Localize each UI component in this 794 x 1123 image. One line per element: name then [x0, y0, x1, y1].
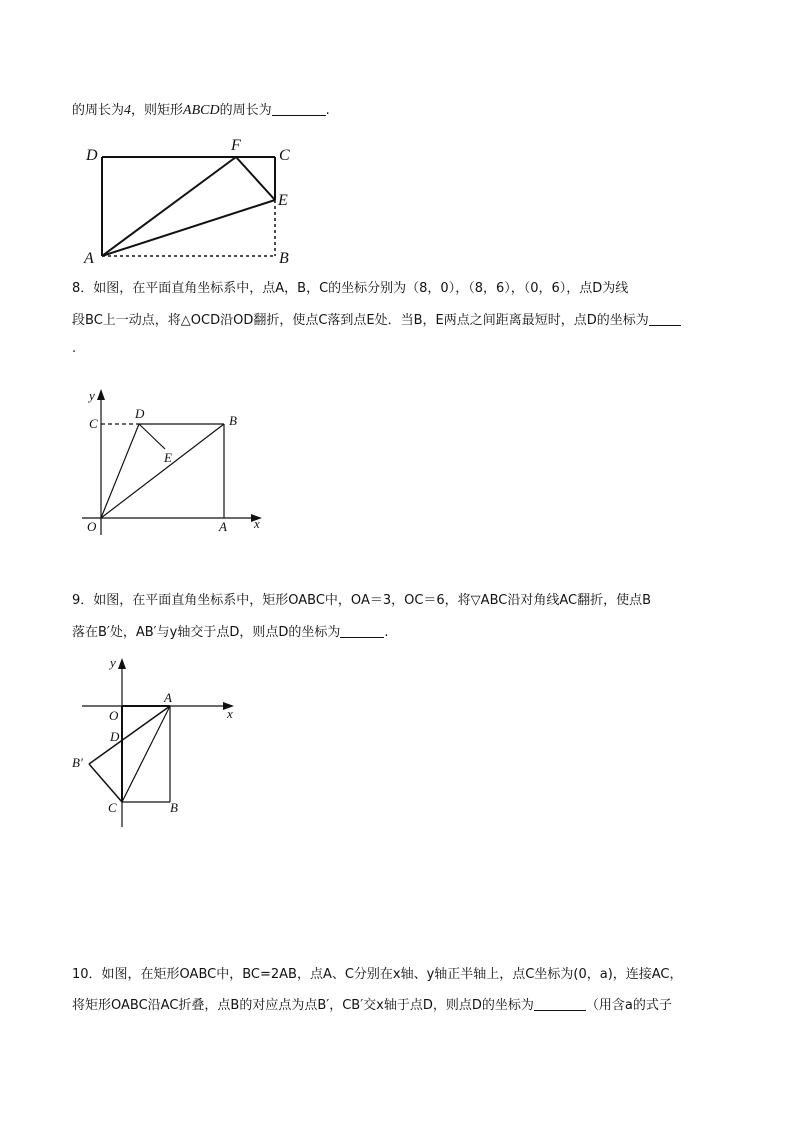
q9-label-x: x	[227, 706, 233, 721]
q7-text-b: ，则矩形	[131, 103, 184, 118]
q8-label-B: B	[229, 413, 237, 428]
q7-label-A: A	[84, 250, 94, 267]
q7-label-D: D	[86, 147, 98, 164]
q8-line-3: .	[72, 341, 77, 356]
q7-label-F: F	[231, 137, 241, 154]
q7-rect-name: ABCD	[183, 103, 220, 118]
q9-label-A: A	[164, 690, 172, 705]
q8-line-2-text: 段BC上一动点，将△OCD沿OD翻折，使点C落到点E处．当B，E两点之间距离最短时，点D的坐标为	[72, 313, 649, 328]
q9-label-B: B	[170, 800, 178, 815]
q10-line-2	[72, 997, 672, 1015]
q8-label-y: y	[89, 388, 95, 403]
q8-label-E: E	[164, 450, 172, 465]
q9-line-1: 9．如图，在平面直角坐标系中，矩形OABC中，OA＝3，OC＝6，将▽ABC沿对角线AC翻折，使点B	[72, 593, 652, 608]
q9-label-D: D	[110, 729, 120, 744]
q9-line-2-text: 落在B′处，AB′与y轴交于点D，则点D的坐标为	[72, 625, 341, 640]
q7-label-B: B	[279, 250, 289, 267]
q9-label-y: y	[110, 655, 116, 670]
q8-label-A: A	[219, 519, 227, 534]
q10-line-2-tail: （用含a的式子	[585, 998, 672, 1013]
q8-line-1: 8．如图，在平面直角坐标系中，点A，B，C的坐标分别为（8，0），（8，6），（0，6），点D为线	[72, 281, 629, 296]
q9-label-Bprime: B′	[72, 755, 83, 770]
q7-text-c: 的周长为	[219, 103, 272, 118]
q9-label-O: O	[109, 708, 119, 723]
q10-line-2-text: 将矩形OABC沿AC折叠，点B的对应点为点B′，CB′交x轴于点D，则点D的坐标为	[72, 998, 534, 1013]
q7-number: 4	[124, 103, 132, 118]
q8-label-C: C	[89, 416, 98, 431]
q10-line-1: 10．如图，在矩形OABC中，BC=2AB，点A、C分别在x轴、y轴正半轴上，点C坐标为(0，a)，连接AC，	[72, 967, 683, 982]
q9-period: .	[384, 625, 389, 640]
q8-label-x: x	[254, 516, 260, 531]
q7-label-E: E	[278, 192, 288, 209]
q7-text-a: 的周长为	[72, 103, 125, 118]
q7-label-C: C	[279, 147, 290, 164]
q8-label-D: D	[135, 406, 145, 421]
q9-label-C: C	[108, 800, 117, 815]
q8-label-O: O	[87, 519, 97, 534]
q10-answer-blank[interactable]	[534, 997, 586, 1011]
q7-period: .	[325, 103, 330, 118]
